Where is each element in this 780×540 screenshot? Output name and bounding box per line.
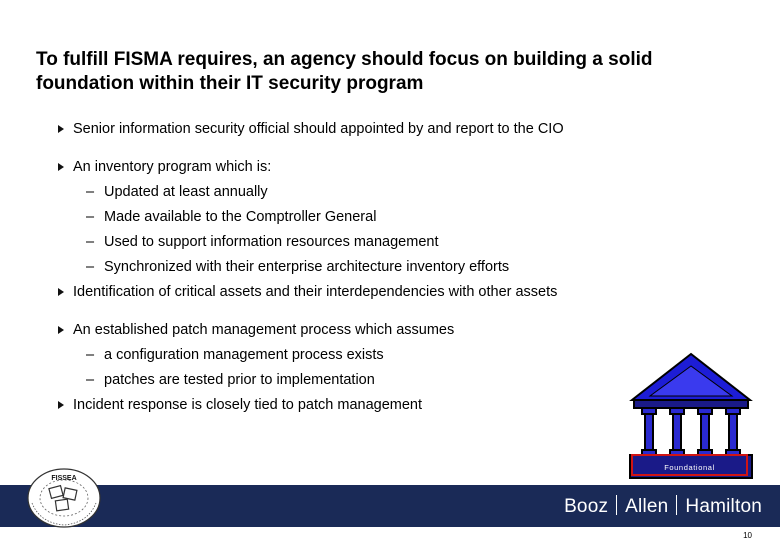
dash-marker: –	[86, 234, 95, 250]
bullet-arrow-icon	[58, 163, 64, 171]
sub-item	[73, 258, 658, 276]
sub-text: Synchronized with their enterprise architecture inventory efforts	[104, 259, 510, 275]
slide-title: To fulfill FISMA requires, an agency should focus on building a solid foundation within their IT security program	[36, 49, 653, 94]
bullet-item	[58, 158, 658, 276]
bullet-arrow-icon	[58, 326, 64, 334]
sub-item	[73, 183, 658, 201]
sub-text: Updated at least annually	[104, 184, 268, 200]
bullet-item	[58, 396, 658, 414]
bullet-arrow-icon	[58, 401, 64, 409]
foundation-label: Foundational	[664, 463, 715, 472]
logo-text: FISSEA	[51, 475, 77, 482]
sub-text: a configuration management process exists	[104, 347, 384, 363]
sub-text: Made available to the Comptroller General	[104, 209, 377, 225]
bullet-text: Senior information security official should appointed by and report to the CIO	[73, 121, 564, 137]
sub-list	[73, 183, 658, 276]
sub-item	[73, 371, 658, 389]
brand-logo	[564, 495, 762, 518]
dash-marker: –	[86, 372, 95, 388]
brand-word: Hamilton	[685, 496, 762, 517]
brand-divider	[616, 495, 617, 515]
sub-list	[73, 346, 658, 389]
sub-item	[73, 233, 658, 251]
bullet-text: An established patch management process which assumes	[73, 322, 455, 338]
bullet-text: Incident response is closely tied to patch management	[73, 397, 423, 413]
fissea-logo	[26, 467, 102, 529]
brand-divider	[676, 495, 677, 515]
bullet-item	[58, 120, 658, 138]
bullet-arrow-icon	[58, 288, 64, 296]
bullet-list	[58, 120, 658, 434]
bullet-text: An inventory program which is:	[73, 159, 272, 175]
dash-marker: –	[86, 184, 95, 200]
sub-text: patches are tested prior to implementation	[104, 372, 375, 388]
page-number: 10	[743, 531, 752, 540]
dash-marker: –	[86, 209, 95, 225]
bullet-item	[58, 283, 658, 301]
sub-text: Used to support information resources management	[104, 234, 439, 250]
sub-item	[73, 346, 658, 364]
dash-marker: –	[86, 347, 95, 363]
brand-word: Booz	[564, 496, 609, 517]
foundation-highlight	[631, 454, 748, 476]
dash-marker: –	[86, 259, 95, 275]
bullet-item	[58, 321, 658, 389]
brand-word: Allen	[625, 496, 669, 517]
footer-bar	[0, 485, 780, 527]
bullet-text: Identification of critical assets and their interdependencies with other assets	[73, 284, 558, 300]
bullet-arrow-icon	[58, 125, 64, 133]
sub-item	[73, 208, 658, 226]
